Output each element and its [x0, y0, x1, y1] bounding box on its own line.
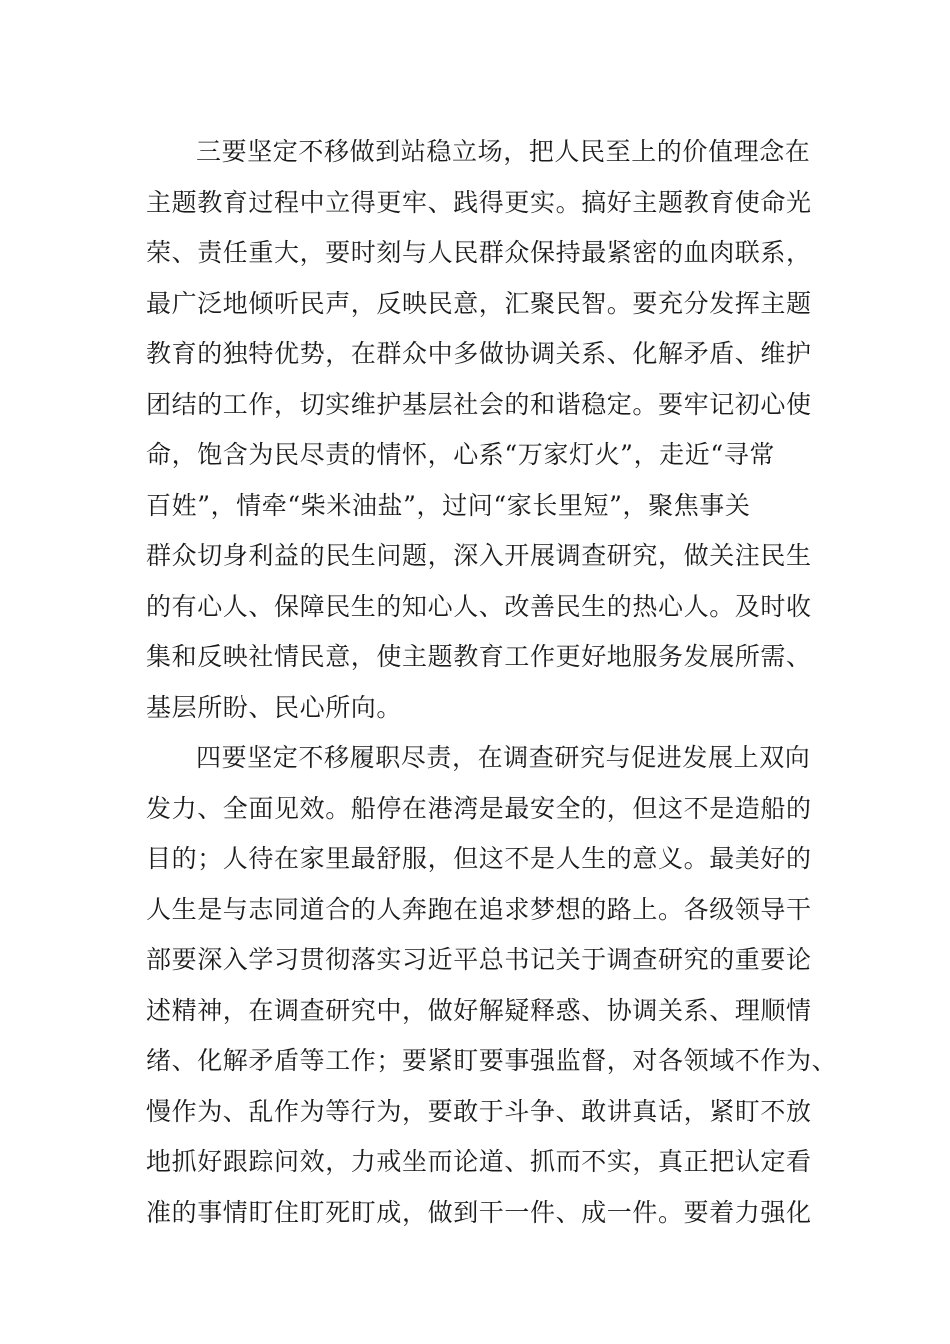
paragraph-1-line-4: 最广泛地倾听民声，反映民意，汇聚民智。要充分发挥主题 [146, 289, 812, 318]
paragraph-1-line-3: 荣、责任重大，要时刻与人民群众保持最紧密的血肉联系， [146, 238, 812, 267]
paragraph-1-line-1: 三要坚定不移做到站稳立场，把人民至上的价值理念在 [196, 137, 811, 166]
paragraph-1-line-2: 主题教育过程中立得更牢、践得更实。搞好主题教育使命光 [146, 188, 812, 217]
paragraph-1-line-8: 百姓”，情牵“柴米油盐”，过问“家长里短”，聚焦事关 [146, 491, 751, 520]
paragraph-2-line-7: 绪、化解矛盾等工作；要紧盯要事强监督，对各领域不作为、 [146, 1046, 838, 1075]
paragraph-1-line-9: 群众切身利益的民生问题，深入开展调查研究，做关注民生 [146, 541, 812, 570]
paragraph-2-line-1: 四要坚定不移履职尽责，在调查研究与促进发展上双向 [196, 743, 811, 772]
paragraph-2-line-5: 部要深入学习贯彻落实习近平总书记关于调查研究的重要论 [146, 945, 812, 974]
paragraph-2-line-2: 发力、全面见效。船停在港湾是最安全的，但这不是造船的 [146, 794, 812, 823]
paragraph-1-line-10: 的有心人、保障民生的知心人、改善民生的热心人。及时收 [146, 592, 812, 621]
paragraph-1-line-5: 教育的独特优势，在群众中多做协调关系、化解矛盾、维护 [146, 339, 812, 368]
paragraph-2-line-8: 慢作为、乱作为等行为，要敢于斗争、敢讲真话，紧盯不放 [146, 1097, 812, 1126]
paragraph-2-line-4: 人生是与志同道合的人奔跑在追求梦想的路上。各级领导干 [146, 895, 812, 924]
paragraph-2-line-9: 地抓好跟踪问效，力戒坐而论道、抓而不实，真正把认定看 [146, 1147, 812, 1176]
paragraph-1-line-11: 集和反映社情民意，使主题教育工作更好地服务发展所需、 [146, 642, 812, 671]
paragraph-2-line-10: 准的事情盯住盯死盯成，做到干一件、成一件。要着力强化 [146, 1198, 812, 1227]
paragraph-1-line-7: 命，饱含为民尽责的情怀，心系“万家灯火”，走近“寻常 [146, 440, 775, 469]
paragraph-1-line-6: 团结的工作，切实维护基层社会的和谐稳定。要牢记初心使 [146, 390, 812, 419]
paragraph-2-line-3: 目的；人待在家里最舒服，但这不是人生的意义。最美好的 [146, 844, 812, 873]
paragraph-2-line-6: 述精神，在调查研究中，做好解疑释惑、协调关系、理顺情 [146, 996, 812, 1025]
paragraph-1-line-12: 基层所盼、民心所向。 [146, 693, 403, 722]
